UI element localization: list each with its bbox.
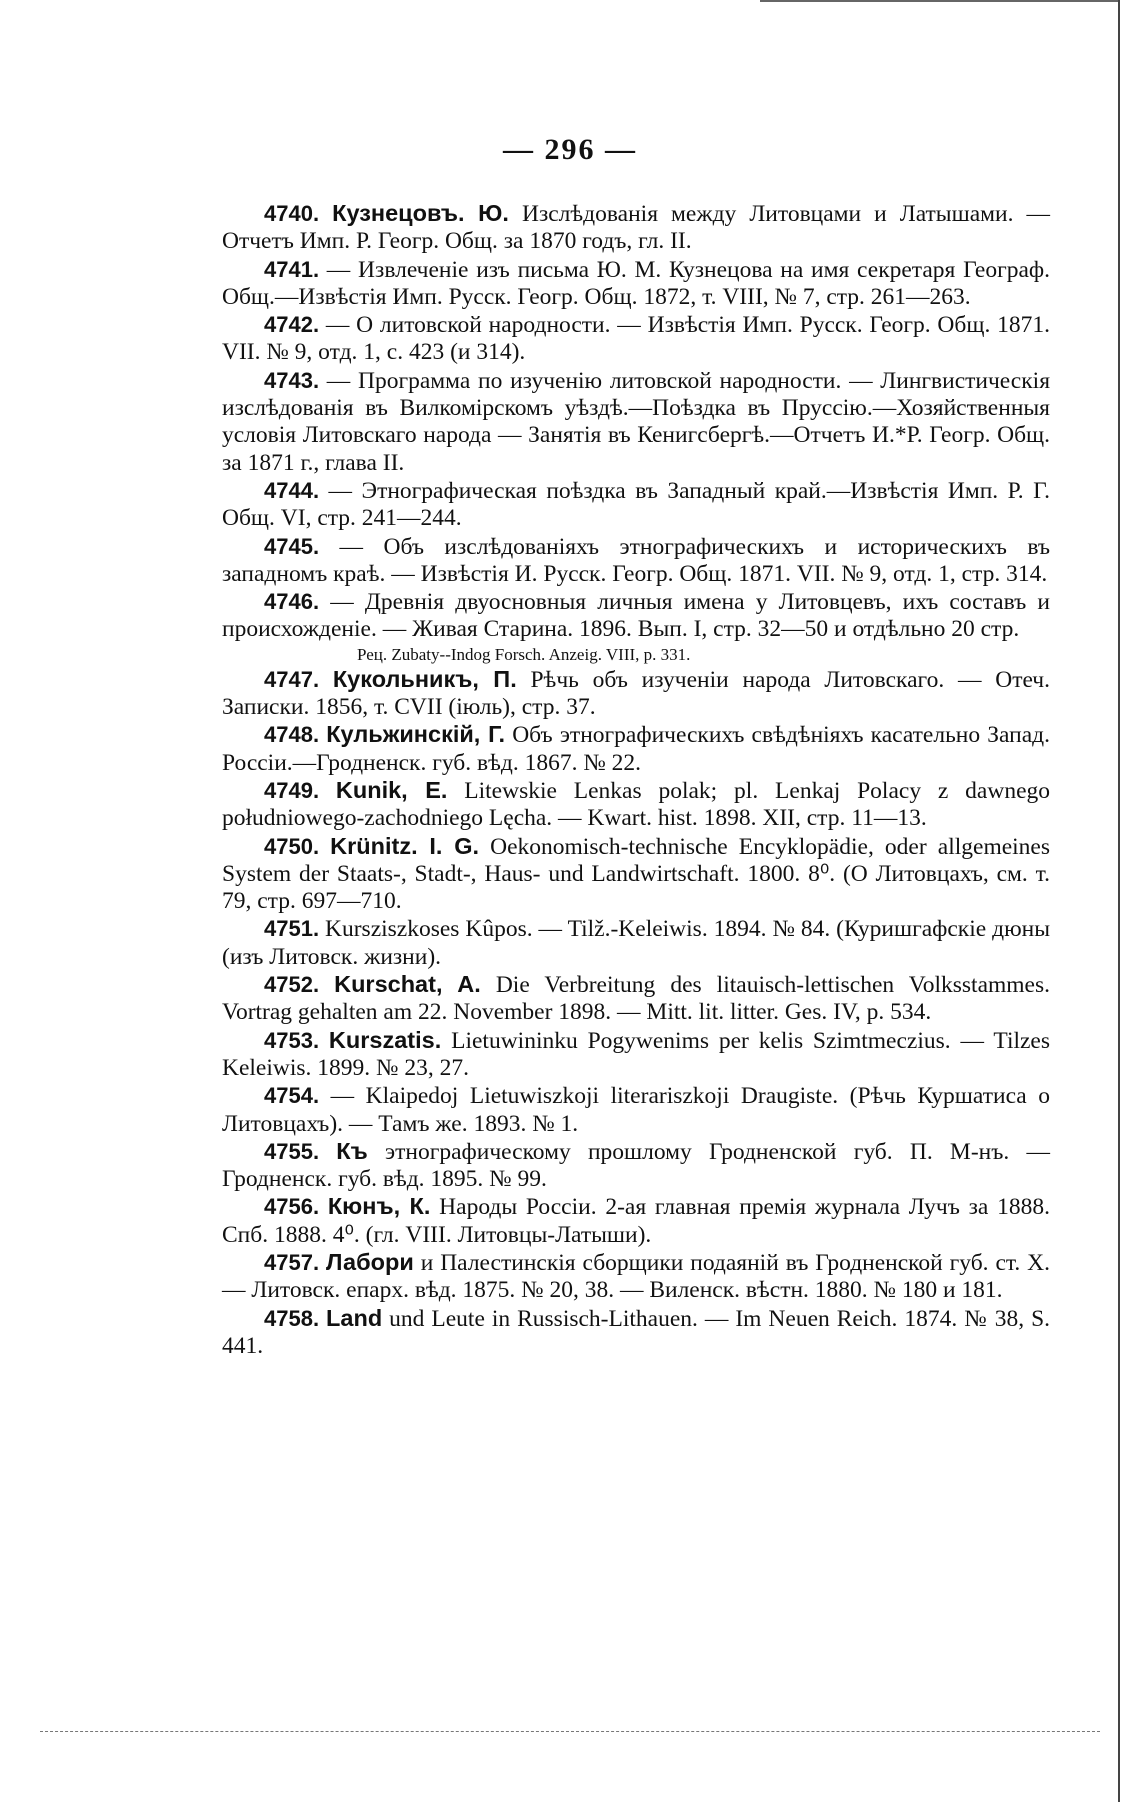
- entry-author: Кукольникъ, П.: [332, 665, 517, 692]
- page-number: — 296 —: [503, 133, 637, 166]
- bibliography-entry: [222, 367, 1050, 477]
- entry-author: Къ: [336, 1137, 368, 1164]
- entry-author: Лабори: [325, 1248, 414, 1275]
- entry-text: — Извлеченіе изъ письма Ю. М. Кузнецова на имя секретаря Географ. Общ.—Извѣстія Имп. Русск. Геогр. Общ. 1872, т. VIII, № 7, стр. 261—263.: [222, 256, 1050, 310]
- entry-author: Kunik, E.: [335, 776, 448, 803]
- entry-number: 4749.: [264, 777, 320, 803]
- entry-text: Народы Россіи. 2-ая главная премія журнала Лучъ за 1888. Спб. 1888. 4⁰. (гл. VIII. Литовцы-Латыши).: [222, 1194, 1051, 1248]
- entry-number: 4740.: [264, 201, 320, 226]
- entry-text: Oekonomisch-technische Encyklopädie, oder allgemeines System der Staats-, Stadt-, Haus- und Landwirtschaft. 1800. 8⁰. (О Литовцахъ, см. т. 79, стр. 697—710.: [222, 833, 1051, 915]
- page-bottom-edge: [40, 1731, 1100, 1732]
- bibliography-entry: [222, 477, 1050, 533]
- entry-text: Lietuwininku Pogywenims per kelis Szimtmeczius. — Tilzes Keleiwis. 1899. № 23, 27.: [222, 1027, 1051, 1081]
- entry-text: Рѣчь объ изученіи народа Литовскаго. — Отеч. Записки. 1856, т. CVII (іюль), стр. 37.: [222, 666, 1050, 721]
- entry-author: Кюнъ, К.: [327, 1193, 431, 1220]
- entry-text: — Этнографическая поѣздка въ Западный край.—Извѣстія Имп. Р. Г. Общ. VI, стр. 241—244.: [222, 477, 1050, 532]
- entry-number: 4747.: [264, 666, 320, 692]
- entry-number: 4750.: [264, 833, 320, 859]
- bibliography-entry: [222, 1249, 1050, 1305]
- bibliography-entry: [222, 311, 1050, 367]
- entry-author: Krünitz. I. G.: [330, 832, 480, 859]
- entry-text: и Палестинскія сборщики подаяній въ Гродненской губ. ст. X. — Литовск. епарх. вѣд. 1875. № 20, 38. — Виленск. вѣстн. 1880. № 180 и 181.: [222, 1249, 1051, 1304]
- entry-number: 4756.: [264, 1194, 320, 1220]
- entry-text: — О литовской народности. — Извѣстія Имп. Русск. Геогр. Общ. 1871. VII. № 9, отд. 1, с. 423 (и 314).: [222, 312, 1050, 366]
- entry-text: Litewskie Lenkas polak; pl. Lenkaj Polacy z dawnego południowego-zachodniego Lęcha. — Kwart. hist. 1898. XII, стр. 11—13.: [222, 777, 1051, 832]
- entry-author: Kurschat, A.: [334, 971, 481, 998]
- bibliography-entry: [222, 1193, 1050, 1249]
- bibliography-entry: [222, 971, 1050, 1027]
- review-note: Рец. Zubaty--Indog Forsch. Anzeig. VIII, p. 331.: [357, 644, 691, 664]
- page-right-edge: [1118, 0, 1120, 1802]
- entry-author: Кузнецовъ. Ю.: [332, 200, 509, 226]
- entry-number: 4743.: [264, 367, 320, 393]
- bibliography-entry: [222, 833, 1050, 916]
- bibliography-entry: [222, 1027, 1050, 1083]
- entry-text: Объ этнографическихъ свѣдѣніяхъ касательно Запад. Россіи.—Гродненск. губ. вѣд. 1867. № 22.: [222, 722, 1051, 776]
- entry-text: Kursziszkoses Kûpos. — Tilž.-Keleiwis. 1894. № 84. (Куришгафскіе дюны (изъ Литовск. жизни).: [222, 916, 1050, 970]
- bibliography-entry: [222, 1082, 1050, 1138]
- entry-number: 4748.: [264, 722, 320, 748]
- bibliography-entry: [222, 721, 1050, 777]
- entry-number: 4755.: [264, 1138, 320, 1164]
- bibliography-entry: [222, 256, 1050, 312]
- entry-text: und Leute in Russisch-Lithauen. — Im Neuen Reich. 1874. № 38, S. 441.: [222, 1305, 1051, 1359]
- entry-text: — Klaipedoj Lietuwiszkoji literariszkoji Draugiste. (Рѣчь Куршатиса о Литовцахъ). — Тамъ же. 1893. № 1.: [222, 1083, 1050, 1137]
- entry-author: Land: [326, 1304, 383, 1331]
- bibliography-entry: [222, 588, 1050, 644]
- bibliography-entry: [222, 1305, 1050, 1361]
- entry-number: 4754.: [264, 1083, 320, 1109]
- bibliography-entry: [222, 200, 1050, 256]
- entry-number: 4746.: [264, 589, 320, 615]
- entry-author: Кульжинскій, Г.: [326, 721, 506, 748]
- bibliography-entry: [222, 666, 1050, 722]
- entry-text: — Объ изслѣдованіяхъ этнографическихъ и историческихъ въ западномъ краѣ. — Извѣстія И. Русск. Геогр. Общ. 1871. VII. № 9, отд. 1, стр. 314.: [222, 533, 1050, 587]
- entry-number: 4753.: [264, 1027, 320, 1053]
- entry-number: 4757.: [264, 1249, 320, 1275]
- bibliography-entry: [222, 777, 1050, 833]
- bibliography-entry: [222, 533, 1050, 589]
- entry-number: 4752.: [264, 972, 320, 998]
- bibliography-list: [222, 200, 1050, 1360]
- entry-text: этнографическому прошлому Гродненской губ. П. М-нъ. — Гродненск. губ. вѣд. 1895. № 99.: [222, 1138, 1050, 1193]
- entry-text: Изслѣдованія между Литовцами и Латышами. — Отчетъ Имп. Р. Геогр. Общ. за 1870 годъ, гл. II.: [222, 201, 1050, 255]
- entry-number: 4745.: [264, 533, 320, 559]
- entry-number: 4742.: [264, 312, 320, 338]
- entry-author: Kurszatis.: [328, 1026, 442, 1053]
- entry-text: Die Verbreitung des litauisch-lettischen Volksstammes. Vortrag gehalten am 22. November 1898. — Mitt. lit. litter. Ges. IV, p. 534.: [222, 972, 1051, 1026]
- entry-text: — Программа по изученію литовской народности. — Лингвистическія изслѣдованія въ Вилкомірскомъ уѣздѣ.—Поѣздка въ Пруссію.—Хозяйственныя условія Литовскаго народа — Занятія въ Кенигсбергѣ.—Отчетъ И.*Р. Геогр. Общ. за 1871 г., глава II.: [222, 367, 1050, 476]
- entry-number: 4744.: [264, 477, 320, 503]
- entry-number: 4751.: [264, 916, 320, 942]
- bibliography-entry: [222, 915, 1050, 971]
- entry-number: 4758.: [264, 1305, 320, 1331]
- page-top-edge: [760, 0, 1120, 2]
- entry-number: 4741.: [264, 256, 320, 282]
- entry-text: — Древнія двуосновныя личныя имена у Литовцевъ, ихъ составъ и происхожденіе. — Живая Старина. 1896. Вып. I, стр. 32—50 и отдѣльно 20 стр.: [222, 589, 1050, 643]
- bibliography-entry: [222, 1138, 1050, 1194]
